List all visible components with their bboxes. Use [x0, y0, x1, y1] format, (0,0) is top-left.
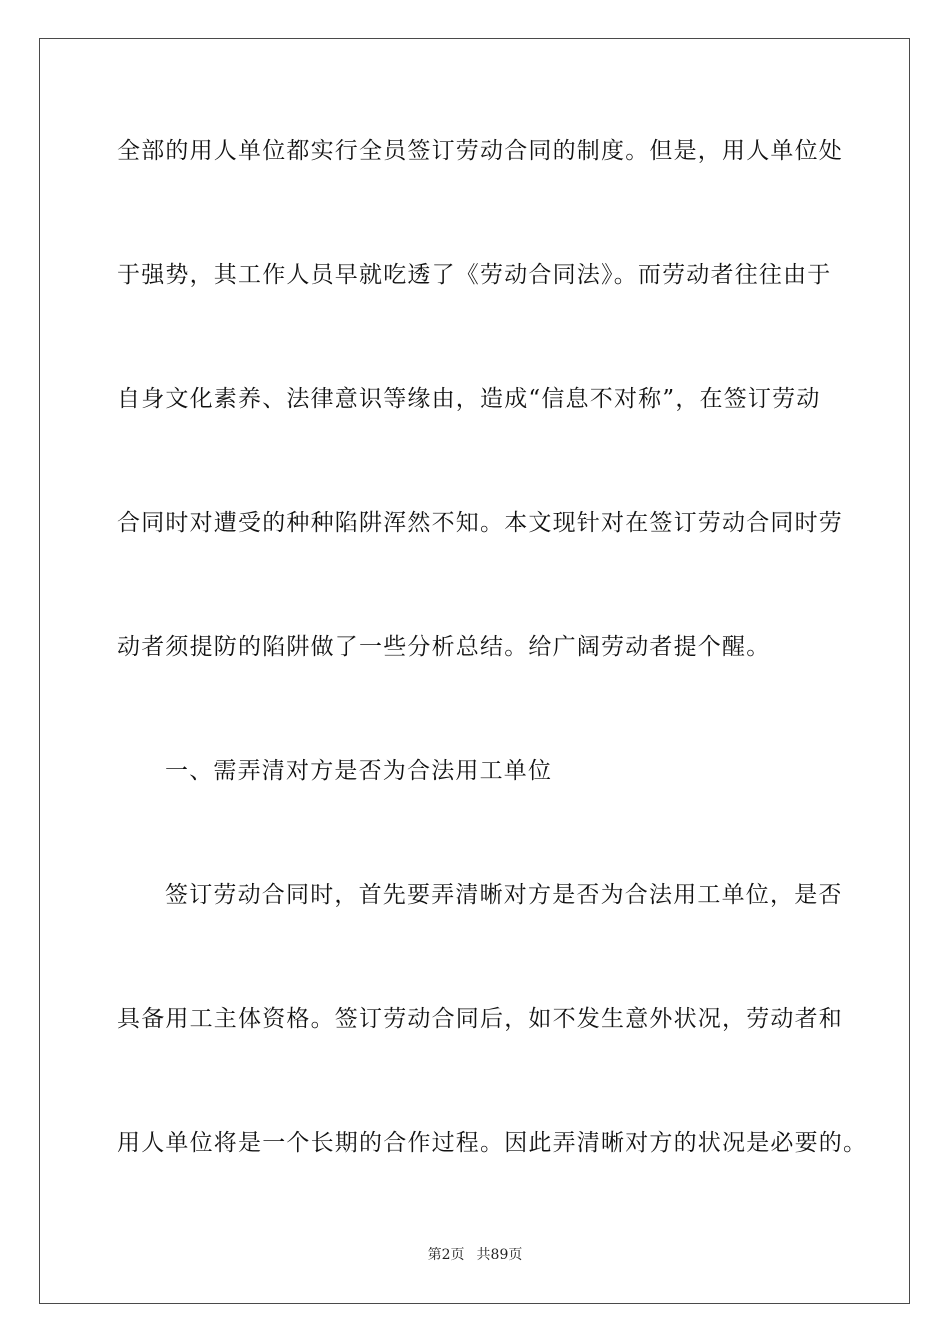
body-text-line: 合同时对遭受的种种陷阱浑然不知。本文现针对在签订劳动合同时劳 [117, 510, 843, 536]
body-text-line: 于强势，其工作人员早就吃透了《劳动合同法》。而劳动者往往由于 [117, 262, 832, 288]
section-heading: 一、需弄清对方是否为合法用工单位 [165, 758, 553, 784]
page-border [39, 38, 910, 1304]
body-text-line: 用人单位将是一个长期的合作过程。因此弄清晰对方的状况是必要的。 [117, 1130, 868, 1156]
body-text-line: 具备用工主体资格。签订劳动合同后，如不发生意外状况，劳动者和 [117, 1006, 843, 1032]
body-text-line: 动者须提防的陷阱做了一些分析总结。给广阔劳动者提个醒。 [117, 634, 771, 660]
body-text-line: 签订劳动合同时，首先要弄清晰对方是否为合法用工单位，是否 [165, 882, 843, 908]
page-footer [0, 1245, 950, 1265]
body-text-line: 自身文化素养、法律意识等缘由，造成“信息不对称”，在签订劳动 [117, 386, 821, 412]
page-total: 共89页 [476, 1247, 523, 1263]
page-number: 第2页 [427, 1247, 465, 1263]
body-text-line: 全部的用人单位都实行全员签订劳动合同的制度。但是，用人单位处 [117, 138, 843, 164]
